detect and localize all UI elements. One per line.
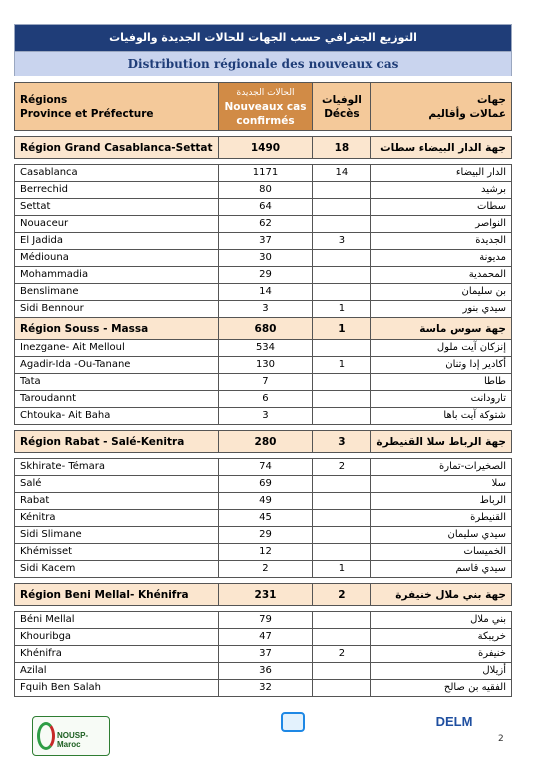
delm-caption (424, 729, 484, 734)
cell-name-arabic: القنيطرة (371, 510, 512, 527)
cell-name: Nouaceur (15, 216, 219, 233)
cell-name: Région Souss - Massa (15, 318, 219, 340)
cell-deaths (313, 182, 371, 199)
cell-new-cases: 74 (218, 459, 313, 476)
cell-name: Khouribga (15, 629, 219, 646)
province-row (15, 510, 512, 527)
cell-name-arabic: سيدي قاسم (371, 561, 512, 578)
province-row (15, 408, 512, 425)
province-row (15, 233, 512, 250)
cell-name: Khémisset (15, 544, 219, 561)
cell-name: Rabat (15, 493, 219, 510)
cell-name: Kénitra (15, 510, 219, 527)
cell-new-cases: 6 (218, 391, 313, 408)
cell-deaths: 2 (313, 459, 371, 476)
cell-name: Khénifra (15, 646, 219, 663)
cell-name: Région Grand Casablanca-Settat (15, 137, 219, 159)
ministry-emblem-icon (281, 712, 305, 732)
cell-new-cases: 14 (218, 284, 313, 301)
cell-name-arabic: جهة الرباط سلا القنيطرة (371, 431, 512, 453)
header-province-label: Province et Préfecture (20, 107, 154, 120)
cell-name-arabic: جهة سوس ماسة (371, 318, 512, 340)
region-row (15, 137, 512, 159)
cell-name: Sidi Bennour (15, 301, 219, 318)
cell-new-cases: 37 (218, 233, 313, 250)
province-row (15, 250, 512, 267)
header-deaths-fr: Décès (324, 107, 360, 120)
cell-name-arabic: المحمدية (371, 267, 512, 284)
cell-name-arabic: طاطا (371, 374, 512, 391)
cell-name-arabic: النواصر (371, 216, 512, 233)
cell-name-arabic: برشيد (371, 182, 512, 199)
cell-name-arabic: مديونة (371, 250, 512, 267)
cell-new-cases: 1490 (218, 137, 313, 159)
cell-name-arabic: جهة بني ملال خنيفرة (371, 584, 512, 606)
cell-deaths (313, 216, 371, 233)
cell-deaths (313, 527, 371, 544)
cell-name-arabic: أكادير إدا وتنان (371, 357, 512, 374)
province-row (15, 680, 512, 697)
cell-new-cases: 37 (218, 646, 313, 663)
cell-new-cases: 47 (218, 629, 313, 646)
cell-deaths (313, 267, 371, 284)
province-row (15, 301, 512, 318)
cell-deaths (313, 680, 371, 697)
header-regions-arabic (371, 83, 512, 131)
cell-deaths (313, 493, 371, 510)
province-row (15, 267, 512, 284)
province-row (15, 476, 512, 493)
province-row (15, 391, 512, 408)
cell-deaths: 1 (313, 301, 371, 318)
cell-new-cases: 64 (218, 199, 313, 216)
cell-deaths (313, 391, 371, 408)
cell-name-arabic: أزيلال (371, 663, 512, 680)
header-new-cases (218, 83, 313, 131)
cell-deaths (313, 612, 371, 629)
cell-name: Chtouka- Ait Baha (15, 408, 219, 425)
cell-new-cases: 45 (218, 510, 313, 527)
cell-name: Sidi Slimane (15, 527, 219, 544)
delm-logo (424, 714, 484, 756)
cell-name: Fquih Ben Salah (15, 680, 219, 697)
province-row (15, 165, 512, 182)
cell-new-cases: 30 (218, 250, 313, 267)
header-regions-ar-l2: عمالات وأقاليم (428, 107, 506, 120)
cell-name-arabic: تارودانت (371, 391, 512, 408)
cell-name: Skhirate- Témara (15, 459, 219, 476)
cell-name-arabic: الرباط (371, 493, 512, 510)
cell-deaths: 2 (313, 646, 371, 663)
cell-deaths: 3 (313, 233, 371, 250)
cell-name: Taroudannt (15, 391, 219, 408)
region-row (15, 318, 512, 340)
cell-deaths: 1 (313, 318, 371, 340)
cell-name: Settat (15, 199, 219, 216)
region-row (15, 584, 512, 606)
province-row (15, 493, 512, 510)
cell-name-arabic: الفقيه بن صالح (371, 680, 512, 697)
province-row (15, 216, 512, 233)
province-row (15, 199, 512, 216)
cell-deaths (313, 199, 371, 216)
province-row (15, 629, 512, 646)
cell-name-arabic: جهة الدار البيضاء سطات (371, 137, 512, 159)
province-row (15, 544, 512, 561)
nousp-emblem-icon (37, 722, 55, 750)
cell-name-arabic: خنيفرة (371, 646, 512, 663)
cell-new-cases: 80 (218, 182, 313, 199)
cell-name: Région Rabat - Salé-Kenitra (15, 431, 219, 453)
header-deaths-ar: الوفيات (322, 93, 362, 106)
cell-new-cases: 130 (218, 357, 313, 374)
cell-name: Médiouna (15, 250, 219, 267)
region-row (15, 431, 512, 453)
ministry-caption (268, 734, 318, 740)
header-regions-ar-l1: جهات (477, 93, 506, 106)
cell-deaths: 3 (313, 431, 371, 453)
cell-new-cases: 32 (218, 680, 313, 697)
cell-name: Berrechid (15, 182, 219, 199)
cell-deaths (313, 408, 371, 425)
cell-name-arabic: سطات (371, 199, 512, 216)
cell-name: El Jadida (15, 233, 219, 250)
province-row (15, 284, 512, 301)
cell-name-arabic: الخميسات (371, 544, 512, 561)
cell-name: Agadir-Ida -Ou-Tanane (15, 357, 219, 374)
header-regions (15, 83, 219, 131)
province-row (15, 612, 512, 629)
province-row (15, 561, 512, 578)
cell-deaths (313, 340, 371, 357)
cell-new-cases: 280 (218, 431, 313, 453)
header-new-cases-ar: الحالات الجديدة (236, 87, 295, 98)
header-regions-label: Régions (20, 93, 68, 106)
cell-name: Sidi Kacem (15, 561, 219, 578)
cell-name: Azilal (15, 663, 219, 680)
header-deaths (313, 83, 371, 131)
cell-new-cases: 36 (218, 663, 313, 680)
cell-new-cases: 2 (218, 561, 313, 578)
cell-name-arabic: الجديدة (371, 233, 512, 250)
cell-new-cases: 534 (218, 340, 313, 357)
cell-deaths (313, 629, 371, 646)
cell-name-arabic: خريبكة (371, 629, 512, 646)
cell-new-cases: 3 (218, 408, 313, 425)
cell-name-arabic: الصخيرات-تمارة (371, 459, 512, 476)
cell-name-arabic: بن سليمان (371, 284, 512, 301)
cell-new-cases: 79 (218, 612, 313, 629)
cell-new-cases: 680 (218, 318, 313, 340)
cell-deaths: 1 (313, 357, 371, 374)
province-row (15, 182, 512, 199)
cell-name: Salé (15, 476, 219, 493)
cell-new-cases: 29 (218, 527, 313, 544)
nousp-logo (32, 716, 110, 756)
cell-deaths: 1 (313, 561, 371, 578)
cell-new-cases: 1171 (218, 165, 313, 182)
cell-new-cases: 12 (218, 544, 313, 561)
nousp-logo-text: NOUSP-Maroc (57, 731, 89, 749)
cell-name-arabic: سيدي بنور (371, 301, 512, 318)
cell-deaths (313, 544, 371, 561)
cell-new-cases: 62 (218, 216, 313, 233)
province-row (15, 357, 512, 374)
cell-deaths (313, 250, 371, 267)
province-row (15, 646, 512, 663)
cell-name: Béni Mellal (15, 612, 219, 629)
cell-name-arabic: إنزكان آيت ملول (371, 340, 512, 357)
title-french: Distribution régionale des nouveaux cas (15, 51, 511, 76)
cell-name-arabic: شتوكة آيت باها (371, 408, 512, 425)
table-header-row (15, 83, 512, 131)
province-row (15, 374, 512, 391)
cell-name: Tata (15, 374, 219, 391)
page-number: 2 (498, 734, 504, 744)
cell-deaths: 18 (313, 137, 371, 159)
cell-deaths (313, 374, 371, 391)
header-new-cases-fr: Nouveaux cas confirmés (224, 100, 307, 127)
province-row (15, 527, 512, 544)
cell-name-arabic: الدار البيضاء (371, 165, 512, 182)
province-row (15, 340, 512, 357)
ministry-of-health-logo (268, 712, 318, 752)
cell-name-arabic: بني ملال (371, 612, 512, 629)
cell-deaths (313, 476, 371, 493)
cell-new-cases: 231 (218, 584, 313, 606)
cell-name: Région Beni Mellal- Khénifra (15, 584, 219, 606)
cell-new-cases: 49 (218, 493, 313, 510)
title-box (14, 24, 512, 76)
cell-deaths: 2 (313, 584, 371, 606)
table-body (15, 131, 512, 697)
cell-name: Inezgane- Ait Melloul (15, 340, 219, 357)
cell-deaths (313, 510, 371, 527)
page-footer (0, 708, 536, 766)
cell-deaths: 14 (313, 165, 371, 182)
delm-logo-text: DELM (435, 714, 473, 729)
cell-new-cases: 29 (218, 267, 313, 284)
cell-new-cases: 7 (218, 374, 313, 391)
cell-new-cases: 69 (218, 476, 313, 493)
province-row (15, 459, 512, 476)
cell-new-cases: 3 (218, 301, 313, 318)
cell-deaths (313, 663, 371, 680)
province-row (15, 663, 512, 680)
cell-name: Casablanca (15, 165, 219, 182)
regional-cases-table (14, 82, 512, 697)
cell-name-arabic: سلا (371, 476, 512, 493)
cell-deaths (313, 284, 371, 301)
cell-name: Benslimane (15, 284, 219, 301)
cell-name: Mohammadia (15, 267, 219, 284)
title-arabic: التوزيع الجغرافي حسب الجهات للحالات الجديدة والوفيات (15, 25, 511, 51)
cell-name-arabic: سيدي سليمان (371, 527, 512, 544)
